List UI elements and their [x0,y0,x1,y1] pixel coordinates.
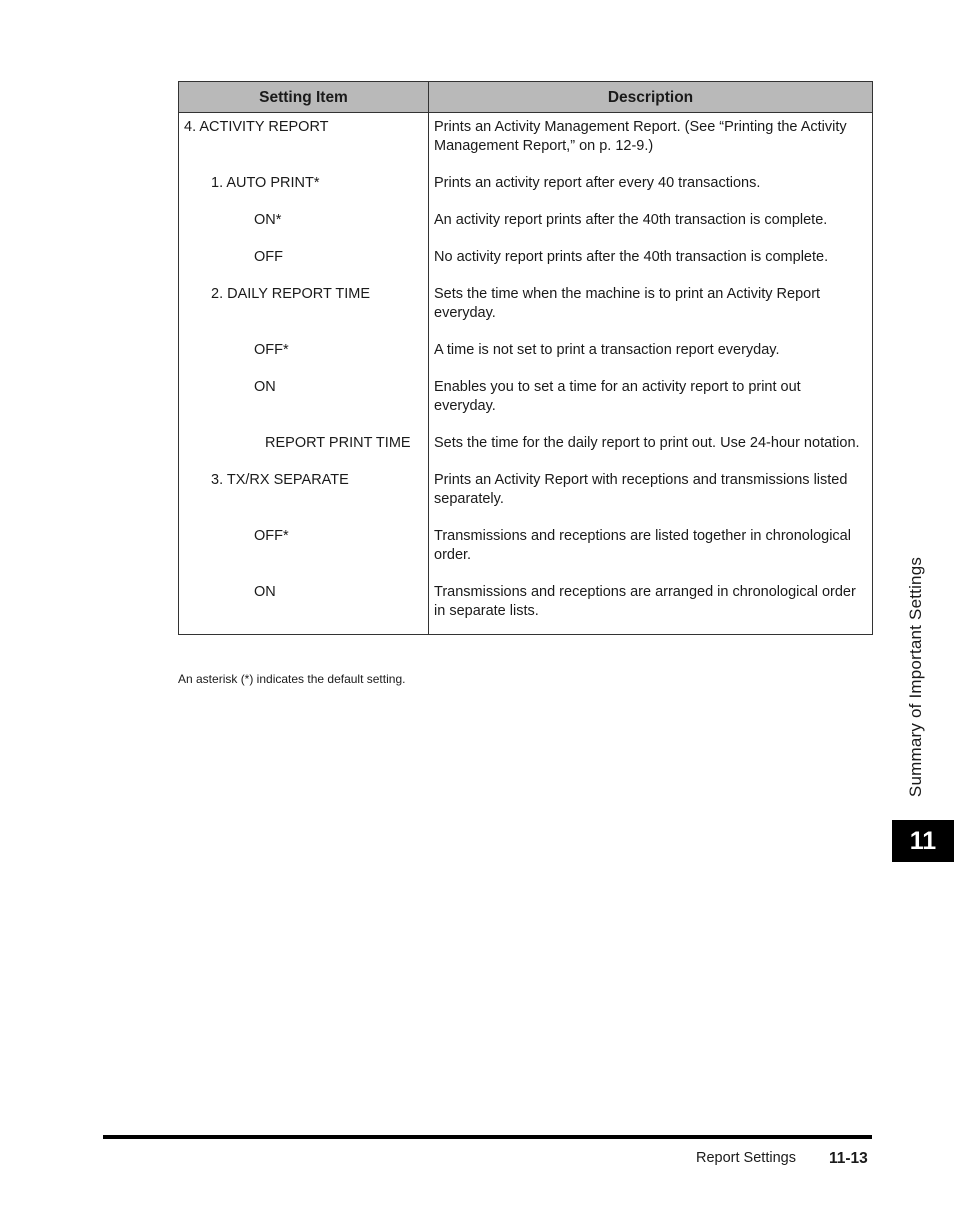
footer-page-number: 11-13 [829,1150,868,1167]
table-row [179,169,873,206]
table-row [179,243,873,280]
setting-item-label: 1. AUTO PRINT* [211,175,320,191]
description-cell [429,243,873,280]
footer-section-name: Report Settings [696,1150,796,1166]
setting-item-cell [179,206,429,243]
setting-item-cell [179,429,429,466]
table-row [179,113,873,170]
table-row [179,336,873,373]
setting-item-label: ON [254,584,276,600]
setting-item-cell [179,578,429,635]
header-setting-item: Setting Item [179,82,429,113]
description-text: An activity report prints after the 40th transaction is complete. [434,212,828,228]
description-text: Prints an Activity Report with receptions and transmissions listed separately. [434,472,848,507]
description-text: Sets the time for the daily report to print out. Use 24-hour notation. [434,435,860,451]
setting-item-label: REPORT PRINT TIME [265,435,411,451]
setting-item-label: 3. TX/RX SEPARATE [211,472,349,488]
setting-item-cell [179,243,429,280]
table-row [179,373,873,429]
setting-item-cell [179,373,429,429]
description-cell [429,336,873,373]
side-section-title-text: Summary of Important Settings [906,556,925,798]
description-cell [429,522,873,578]
table-row [179,206,873,243]
setting-item-label: 2. DAILY REPORT TIME [211,286,371,302]
description-text: No activity report prints after the 40th transaction is complete. [434,249,829,265]
table-body [179,113,873,635]
setting-item-cell [179,466,429,522]
description-cell [429,169,873,206]
setting-item-cell [179,113,429,170]
description-text: Transmissions and receptions are listed together in chronological order. [434,528,851,563]
table-row [179,578,873,635]
description-cell [429,466,873,522]
setting-item-cell [179,280,429,336]
setting-item-cell [179,169,429,206]
settings-table [178,81,873,635]
chapter-tab: 11 [892,820,954,862]
table-row [179,466,873,522]
setting-item-label: OFF* [254,342,289,358]
description-text: A time is not set to print a transaction report everyday. [434,342,780,358]
footer-rule [103,1135,872,1139]
setting-item-label: ON* [254,212,282,228]
setting-item-label: 4. ACTIVITY REPORT [184,119,329,135]
footnote: An asterisk (*) indicates the default setting. [178,672,406,686]
table-row [179,280,873,336]
setting-item-cell [179,336,429,373]
description-text: Prints an activity report after every 40 transactions. [434,175,761,191]
description-cell [429,113,873,170]
description-cell [429,429,873,466]
description-cell [429,280,873,336]
table-row [179,522,873,578]
setting-item-label: OFF* [254,528,289,544]
table-row [179,429,873,466]
description-text: Sets the time when the machine is to print an Activity Report everyday. [434,286,821,321]
description-cell [429,578,873,635]
setting-item-label: ON [254,379,276,395]
header-description: Description [429,82,873,113]
description-cell [429,206,873,243]
setting-item-cell [179,522,429,578]
setting-item-label: OFF [254,249,283,265]
table-header-row [179,82,873,113]
description-text: Prints an Activity Management Report. (See “Printing the Activity Management Report,” on p. 12-9.) [434,119,847,154]
description-text: Enables you to set a time for an activity report to print out everyday. [434,379,801,414]
description-cell [429,373,873,429]
description-text: Transmissions and receptions are arranged in chronological order in separate lists. [434,584,856,619]
